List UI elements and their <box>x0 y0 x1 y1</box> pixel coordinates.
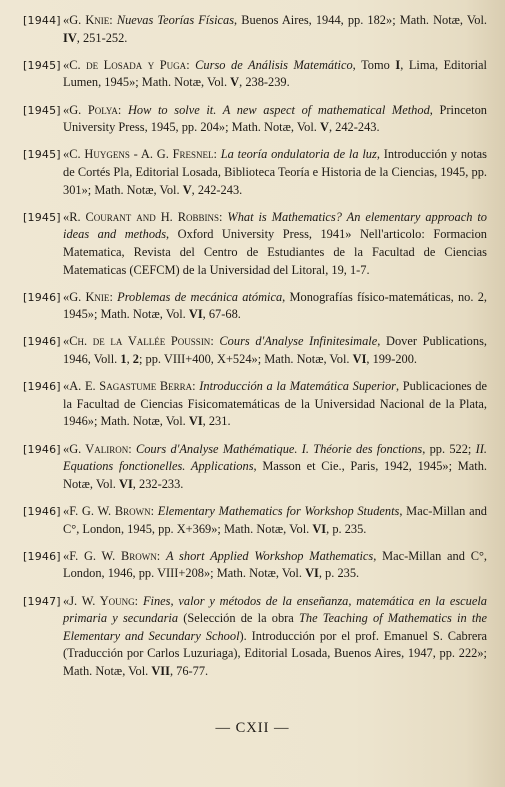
entry-year: [1946] <box>23 290 61 304</box>
entry-year: [1945] <box>23 210 61 224</box>
entry-reference <box>63 209 487 279</box>
volume-number: VI <box>119 476 133 491</box>
volume-number: V <box>182 182 192 197</box>
author-name: G. Knie <box>69 13 110 27</box>
volume-number: VI <box>305 566 319 581</box>
bibliography-entry <box>23 102 487 137</box>
entry-year: [1945] <box>23 148 61 162</box>
reference-text: , Tomo <box>352 57 396 72</box>
bibliography-entry <box>23 593 487 681</box>
bibliography-entry <box>23 441 487 494</box>
author-name: G. Knie <box>69 289 110 304</box>
entry-reference <box>63 441 487 494</box>
work-title: Fines, valor y métodos de la enseñanza, matemática en la escuela primaria y secundaria <box>63 593 488 626</box>
reference-text: , Princeton University Press, 1945, pp. 204»; Math. Notæ, Vol. <box>63 102 487 135</box>
bibliography-entry <box>23 57 487 92</box>
reference-text: , Buenos Aires, 1944, pp. 182»; Math. Notæ, Vol. <box>234 13 487 27</box>
work-title: How to solve it. A new aspect of mathematical Method <box>127 102 430 117</box>
reference-text: « <box>63 334 70 349</box>
author-name: G. Polya <box>69 102 118 117</box>
author-name: Ch. de la Vallée Poussin <box>69 334 211 349</box>
author-name: C. Huygens - A. G. Fresnel <box>69 147 214 162</box>
reference-text: , 242-243. <box>191 182 243 197</box>
volume-number: 2 <box>132 352 139 367</box>
reference-text: « <box>63 504 70 518</box>
entry-reference <box>63 378 487 431</box>
entry-year: [1946] <box>23 380 61 394</box>
work-title: Cours d'Analyse Mathématique. I. Théorie des fonctions <box>135 441 423 456</box>
entry-reference <box>63 289 487 324</box>
author-name: G. Valiron <box>69 441 129 456</box>
work-title: Introducción a la Matemática Superior <box>199 379 396 394</box>
reference-text: , 199-200. <box>366 352 417 367</box>
reference-text: , Introducción y notas de Cortés Pla, Editorial Losada, Biblioteca Teoría e Historia de la Ciencias, 1945, pp. 301»; Math. Notæ, Vol. <box>63 147 487 197</box>
reference-text: , 251-252. <box>76 30 128 45</box>
reference-text: , Monografías físico-matemáticas, no. 2, 1945»; Math. Notæ, Vol. <box>63 289 487 322</box>
reference-text: : <box>186 57 196 72</box>
entry-year: [1946] <box>23 335 61 349</box>
reference-text: , 76-77. <box>169 663 209 678</box>
reference-text: , Mac-Millan and C°, London, 1945, pp. X+369»; Math. Notæ, Vol. <box>63 504 487 536</box>
work-title: Nuevas Teorías Físicas <box>116 13 235 27</box>
entry-year: [1944] <box>23 14 61 27</box>
entry-reference <box>63 12 487 47</box>
reference-text: (Selección de la obra <box>178 611 299 626</box>
reference-text: , Oxford University Press, 1941» Nell'articolo: Formacion Matematica, Revista del Centro de Estudiantes de la Facultad de Ciencias Matematicas (CEFCM) de la Universidad del Litoral, 19, 1-7. <box>63 227 487 277</box>
bibliography-entry <box>23 209 487 279</box>
entry-year: [1946] <box>23 442 61 456</box>
volume-number: VI <box>188 307 203 322</box>
reference-text: , 242-243. <box>328 120 380 135</box>
reference-text: , 238-239. <box>239 75 290 90</box>
reference-text: , p. 235. <box>326 521 367 536</box>
bibliography-entry <box>23 333 487 368</box>
bibliography-entry <box>23 146 487 199</box>
reference-text: : <box>117 102 128 117</box>
volume-number: V <box>320 120 329 135</box>
work-title: Curso de Análisis Matemático <box>195 57 353 72</box>
reference-text: , 231. <box>202 414 231 429</box>
reference-text: « <box>63 593 70 608</box>
author-name: J. W. Young <box>69 593 135 608</box>
reference-text: : <box>213 147 221 162</box>
volume-number: I <box>395 57 401 72</box>
reference-text: ; pp. VIII+400, X+524»; Math. Notæ, Vol. <box>139 352 353 367</box>
work-title: Elementary Mathematics for Workshop Students <box>157 504 400 518</box>
entry-reference <box>63 102 487 137</box>
reference-text: , Masson et Cie., Paris, 1942, 1945»; Math. Notæ, Vol. <box>63 459 487 491</box>
reference-text: « <box>63 13 70 27</box>
reference-text: : <box>134 593 143 608</box>
reference-text: , Publicaciones de la Facultad de Ciencias Fisicomatemáticas de la Universidad Nacional de la Plata, 1946»; Math. Notæ, Vol. <box>63 379 487 429</box>
reference-text: , Dover Publications, 1946, Voll. <box>63 334 487 367</box>
bibliography-entry <box>23 548 487 583</box>
work-title: II. Equations fonctionelles. Applications <box>63 441 487 474</box>
author-name: F. G. W. Brown <box>69 504 151 518</box>
volume-number: VII <box>151 663 170 678</box>
volume-number: VI <box>188 414 203 429</box>
reference-text: : <box>128 441 136 456</box>
entry-reference <box>63 548 487 583</box>
entry-year: [1946] <box>23 505 61 518</box>
author-name: R. Courant and H. Robbins <box>69 209 219 224</box>
work-title: What is Mathematics? An elementary approach to ideas and methods <box>63 209 487 242</box>
bibliography-entry <box>23 12 487 47</box>
reference-text: , 67-68. <box>202 307 241 322</box>
bibliography-entry <box>23 378 487 431</box>
reference-text: ). Introducción por el prof. Emanuel S. Cabrera (Traducción por Carlos Luzuriaga), Editorial Losada, Buenos Aires, 1947, pp. 222»; Math. Notæ, Vol. <box>63 628 487 678</box>
entry-year: [1945] <box>23 58 61 72</box>
work-title: Problemas de mecánica atómica <box>117 289 283 304</box>
bibliography-entry <box>23 289 487 324</box>
reference-text: « <box>63 548 70 563</box>
reference-text: , Mac-Millan and C°, London, 1946, pp. VIII+208»; Math. Notæ, Vol. <box>63 548 488 581</box>
reference-text: , <box>126 352 133 367</box>
reference-text: « <box>63 57 70 72</box>
reference-text: : <box>218 209 228 224</box>
reference-text: : <box>109 13 117 27</box>
reference-text: « <box>63 441 70 456</box>
reference-text: « <box>63 147 70 162</box>
volume-number: 1 <box>120 352 127 367</box>
entry-year: [1947] <box>23 594 61 608</box>
reference-text: : <box>109 289 118 304</box>
reference-text: , pp. 522; <box>422 441 476 456</box>
entry-reference <box>63 333 487 368</box>
bibliography-list <box>23 12 487 690</box>
work-title: The Teaching of Mathematics in the Elementary and Secundary School <box>63 611 487 643</box>
entry-year: [1945] <box>23 103 61 117</box>
volume-number: VI <box>312 521 327 536</box>
entry-year: [1946] <box>23 549 61 563</box>
reference-text: : <box>210 334 220 349</box>
reference-text: « <box>63 209 70 224</box>
bibliography-entry <box>23 503 487 538</box>
page-number: — CXII — <box>215 720 290 736</box>
author-name: A. E. Sagastume Berra <box>69 379 193 394</box>
author-name: F. G. W. Brown <box>69 548 157 563</box>
volume-number: VI <box>352 352 367 367</box>
work-title: A short Applied Workshop Mathematics <box>165 548 374 563</box>
entry-reference <box>63 503 487 538</box>
volume-number: IV <box>63 30 77 45</box>
reference-text: « <box>63 289 70 304</box>
work-title: Cours d'Analyse Infinitesimale <box>219 334 378 349</box>
reference-text: : <box>192 379 200 394</box>
reference-text: « <box>63 379 70 394</box>
volume-number: V <box>230 75 240 90</box>
reference-text: : <box>150 504 158 518</box>
entry-reference <box>63 593 487 681</box>
reference-text: : <box>156 548 166 563</box>
entry-reference <box>63 57 487 92</box>
author-name: C. de Losada y Puga <box>69 57 187 72</box>
reference-text: , p. 235. <box>318 566 360 581</box>
reference-text: « <box>63 102 70 117</box>
entry-reference <box>63 146 487 199</box>
reference-text: , 232-233. <box>132 476 184 491</box>
reference-text: , Lima, Editorial Lumen, 1945»; Math. Notæ, Vol. <box>63 57 487 90</box>
work-title: La teoría ondulatoria de la luz <box>220 147 377 162</box>
